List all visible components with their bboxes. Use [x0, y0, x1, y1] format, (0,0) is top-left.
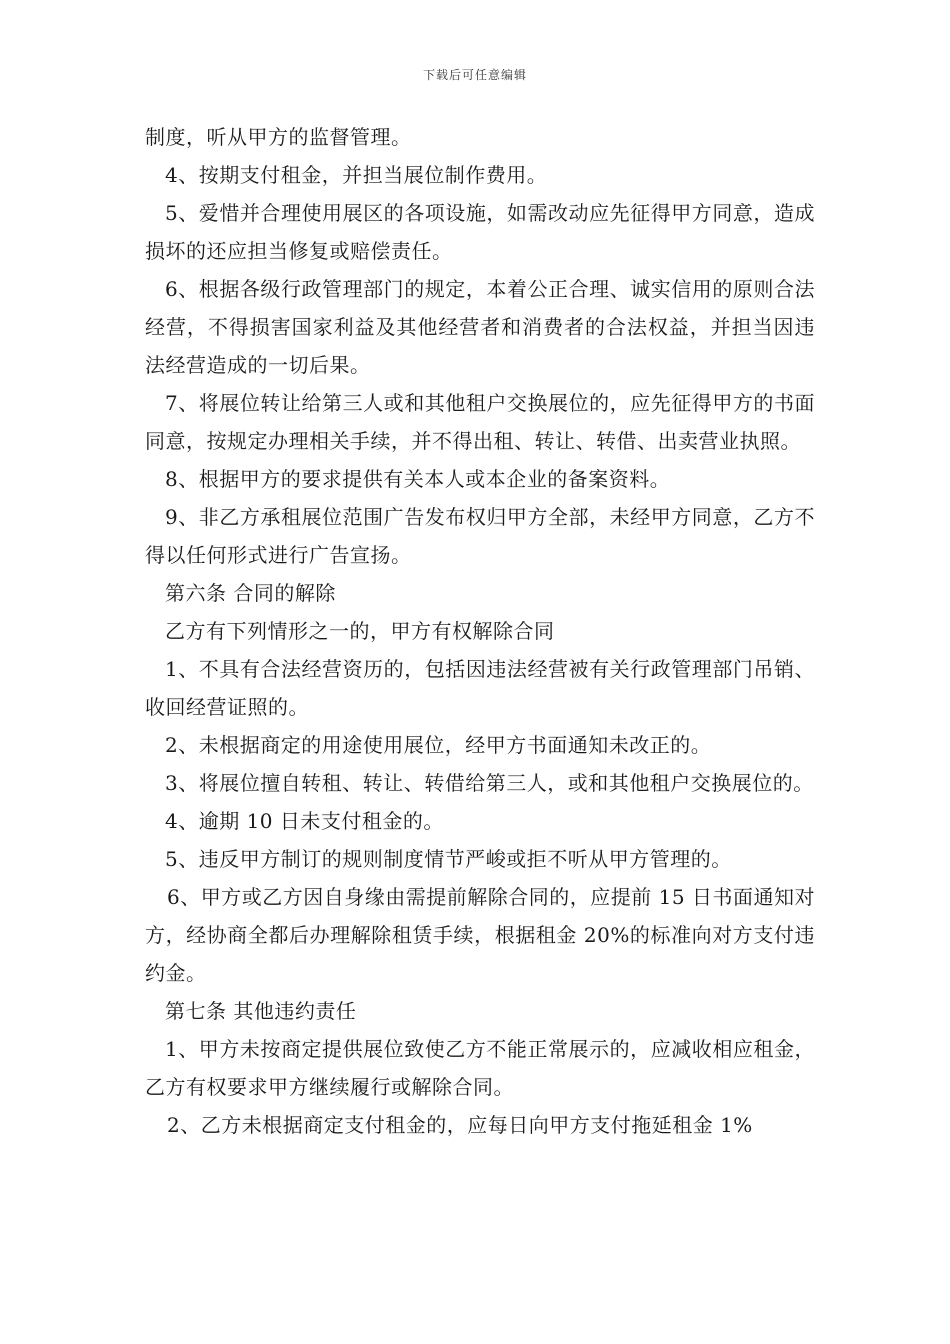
paragraph-1: 制度，听从甲方的监督管理。 — [145, 125, 412, 149]
paragraph-18: 2、乙方未根据商定支付租金的，应每日向甲方支付拖延租金 1% — [167, 1113, 753, 1137]
paragraph-14: 5、违反甲方制订的规则制度情节严峻或拒不听从甲方管理的。 — [165, 847, 732, 871]
paragraph-11: 2、未根据商定的用途使用展位，经甲方书面通知未改正的。 — [165, 733, 712, 757]
document-body — [145, 118, 815, 1144]
page-header: 下载后可任意编辑 — [422, 68, 527, 82]
paragraph-6: 8、根据甲方的要求提供有关本人或本企业的备案资料。 — [165, 467, 671, 491]
paragraph-17: 1、甲方未按商定提供展位致使乙方不能正常展示的，应减收相应租金，乙方有权要求甲方继续履行或解除合同。 — [145, 1037, 815, 1099]
paragraph-5: 7、将展位转让给第三人或和其他租户交换展位的，应先征得甲方的书面同意，按规定办理相关手续，并不得出租、转让、转借、出卖营业执照。 — [145, 391, 815, 453]
section-heading-7: 第七条 其他违约责任 — [165, 999, 357, 1023]
paragraph-13: 4、逾期 10 日未支付租金的。 — [165, 809, 444, 833]
paragraph-7: 9、非乙方承租展位范围广告发布权归甲方全部，未经甲方同意，乙方不得以任何形式进行广告宣扬。 — [145, 505, 815, 567]
paragraph-10: 1、不具有合法经营资历的，包括因违法经营被有关行政管理部门吊销、收回经营证照的。 — [145, 657, 815, 719]
paragraph-4: 6、根据各级行政管理部门的规定，本着公正合理、诚实信用的原则合法经营，不得损害国家利益及其他经营者和消费者的合法权益，并担当因违法经营造成的一切后果。 — [145, 277, 815, 377]
paragraph-9: 乙方有下列情形之一的，甲方有权解除合同 — [165, 619, 555, 643]
paragraph-2: 4、按期支付租金，并担当展位制作费用。 — [165, 163, 548, 187]
section-heading-6: 第六条 合同的解除 — [165, 581, 336, 605]
paragraph-15: 6、甲方或乙方因自身缘由需提前解除合同的，应提前 15 日书面通知对方，经协商全都后办理解除租赁手续，根据租金 20%的标准向对方支付违约金。 — [145, 885, 815, 985]
paragraph-3: 5、爱惜并合理使用展区的各项设施，如需改动应先征得甲方同意，造成损坏的还应担当修复或赔偿责任。 — [145, 201, 815, 263]
paragraph-12: 3、将展位擅自转租、转让、转借给第三人，或和其他租户交换展位的。 — [165, 771, 814, 795]
